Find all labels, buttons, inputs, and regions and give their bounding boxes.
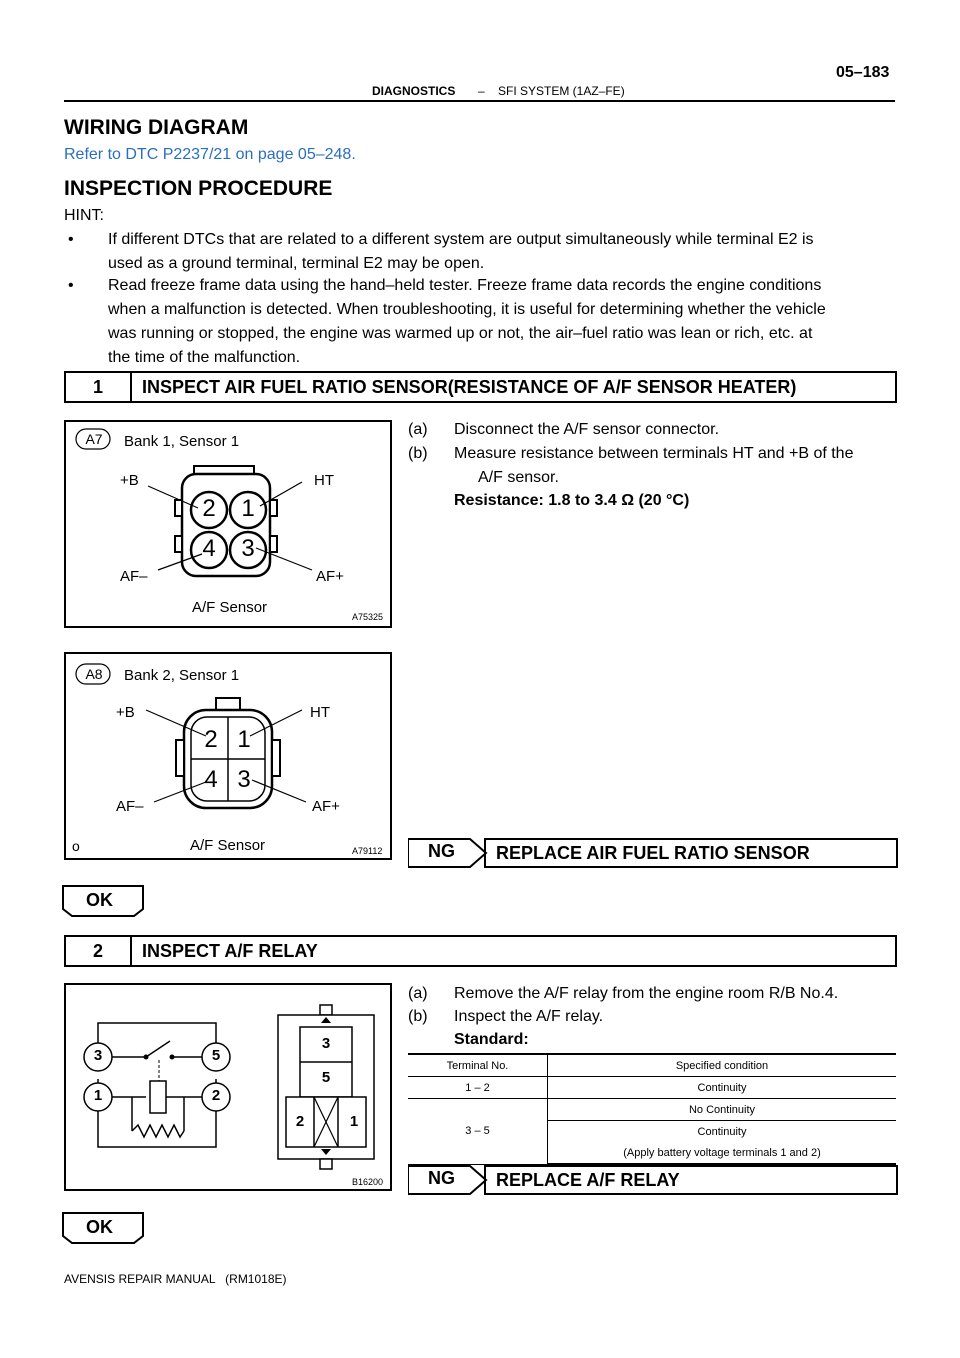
header-rule	[64, 100, 895, 102]
step-1-title: INSPECT AIR FUEL RATIO SENSOR(RESISTANCE OF A/F SENSOR HEATER)	[142, 377, 797, 397]
relay-figure-code: B16200	[352, 1177, 384, 1187]
bullet-dot: •	[68, 231, 74, 248]
page-number: 05–183	[836, 64, 890, 81]
a7-figure-code: A75325	[352, 612, 384, 622]
table-row	[408, 1099, 896, 1121]
table-cell-terminal: 1 – 2	[408, 1077, 548, 1099]
step-1-ng-action: REPLACE AIR FUEL RATIO SENSOR	[484, 838, 898, 868]
step-1-b-label: (b)	[408, 445, 428, 462]
relay-pin-5: 5	[211, 1047, 221, 1064]
header-section	[372, 84, 455, 98]
step-2-ng-action: REPLACE A/F RELAY	[484, 1165, 898, 1195]
relay-body-pin-2: 2	[295, 1113, 305, 1130]
relay-pin-1: 1	[93, 1087, 103, 1104]
header-separator: –	[478, 84, 485, 98]
a8-sensor-name: A/F Sensor	[190, 837, 266, 854]
step-1-number: 1	[66, 373, 132, 401]
step-2-number: 2	[66, 937, 132, 965]
a8-mark: o	[72, 838, 80, 854]
a7-label-plus-b: +B	[120, 472, 139, 489]
a8-connector-drawing	[66, 654, 390, 858]
header-section-name: DIAGNOSTICS	[372, 84, 456, 98]
header-subsection: SFI SYSTEM (1AZ–FE)	[498, 84, 625, 98]
step-1-ok-label: OK	[86, 890, 113, 910]
bullet-1-line-1: If different DTCs that are related to a different system are output simultaneously while terminal E2 is	[108, 231, 814, 248]
a7-badge: A7	[85, 431, 103, 447]
a8-pin-4: 4	[204, 766, 218, 793]
a7-label-af-plus: AF+	[316, 568, 344, 585]
step-1-ng-label: NG	[428, 841, 455, 861]
table-cell-condition: No Continuity	[548, 1099, 897, 1121]
relay-body-pin-3: 3	[321, 1035, 331, 1052]
wiring-ref-link[interactable]: Refer to DTC P2237/21 on page 05–248.	[64, 146, 356, 163]
step-2-a-text: Remove the A/F relay from the engine room R/B No.4.	[454, 985, 839, 1002]
relay-body-pin-5: 5	[321, 1069, 331, 1086]
a8-label-af-plus: AF+	[312, 798, 340, 815]
table-row	[408, 1077, 896, 1099]
bullet-2-line-4: the time of the malfunction.	[108, 349, 301, 366]
footer: AVENSIS REPAIR MANUAL (RM1018E)	[64, 1272, 287, 1286]
relay-circuit-drawing	[66, 985, 390, 1189]
a7-pin-1: 1	[241, 495, 255, 522]
relay-pin-2: 2	[211, 1087, 221, 1104]
a7-pin-3: 3	[241, 535, 255, 562]
a7-label-ht: HT	[314, 472, 334, 489]
wiring-title: WIRING DIAGRAM	[64, 116, 249, 139]
a7-pin-2: 2	[202, 495, 216, 522]
step-2-b-label: (b)	[408, 1008, 428, 1025]
relay-body-pin-1: 1	[349, 1113, 359, 1130]
table-header-condition: Specified condition	[548, 1054, 897, 1077]
figure-a7	[64, 420, 392, 628]
step-1-bar	[64, 371, 897, 403]
step-1-a-label: (a)	[408, 421, 428, 438]
table-cell-condition: Continuity	[548, 1077, 897, 1099]
a8-pin-2: 2	[204, 726, 218, 753]
step-1-b-text-1: Measure resistance between terminals HT and +B of the	[454, 445, 854, 462]
step-2-a-label: (a)	[408, 985, 428, 1002]
step-1-a	[408, 418, 428, 442]
relay-pin-3: 3	[93, 1047, 103, 1064]
step-1-resistance: Resistance: 1.8 to 3.4 Ω (20 °C)	[454, 492, 690, 509]
a7-caption: Bank 1, Sensor 1	[124, 433, 240, 450]
table-header-row	[408, 1054, 896, 1077]
a7-connector-drawing	[66, 422, 390, 626]
hint-label: HINT:	[64, 207, 104, 224]
figure-relay	[64, 983, 392, 1191]
step-2-ok-label: OK	[86, 1217, 113, 1237]
step-2-title: INSPECT A/F RELAY	[142, 941, 318, 961]
bullet-2-line-2: when a malfunction is detected. When troubleshooting, it is useful for determining whether the vehicle	[108, 301, 826, 318]
step-1-a-text: Disconnect the A/F sensor connector.	[454, 421, 720, 438]
relay-spec-table	[408, 1053, 896, 1165]
table-cell-condition: Continuity	[548, 1121, 897, 1143]
a8-pin-1: 1	[237, 726, 251, 753]
a8-label-plus-b: +B	[116, 704, 135, 721]
bullet-2-line-1: Read freeze frame data using the hand–held tester. Freeze frame data records the engine conditions	[108, 277, 822, 294]
bullet-1-line-2: used as a ground terminal, terminal E2 may be open.	[108, 255, 485, 272]
inspection-title: INSPECTION PROCEDURE	[64, 177, 333, 200]
table-cell-terminal: 3 – 5	[408, 1099, 548, 1165]
a8-label-af-minus: AF–	[116, 798, 144, 815]
step-2-bar	[64, 935, 897, 967]
step-2-standard: Standard:	[454, 1031, 529, 1048]
figure-a8	[64, 652, 392, 860]
table-header-terminal: Terminal No.	[408, 1054, 548, 1077]
step-1-b-text-2: A/F sensor.	[478, 469, 559, 486]
a7-sensor-name: A/F Sensor	[192, 599, 268, 616]
step-2-b-text: Inspect the A/F relay.	[454, 1008, 604, 1025]
a7-pin-4: 4	[202, 535, 216, 562]
table-cell-condition: (Apply battery voltage terminals 1 and 2)	[548, 1142, 897, 1164]
a7-label-af-minus: AF–	[120, 568, 148, 585]
a8-figure-code: A79112	[352, 846, 383, 856]
step-2-ng-label: NG	[428, 1168, 455, 1188]
a8-label-ht: HT	[310, 704, 330, 721]
bullet-dot: •	[68, 277, 74, 294]
a8-caption: Bank 2, Sensor 1	[124, 667, 240, 684]
a8-pin-3: 3	[237, 766, 251, 793]
bullet-2-line-3: was running or stopped, the engine was warmed up or not, the air–fuel ratio was lean or rich, etc. at	[108, 325, 813, 342]
a8-badge: A8	[85, 666, 103, 682]
